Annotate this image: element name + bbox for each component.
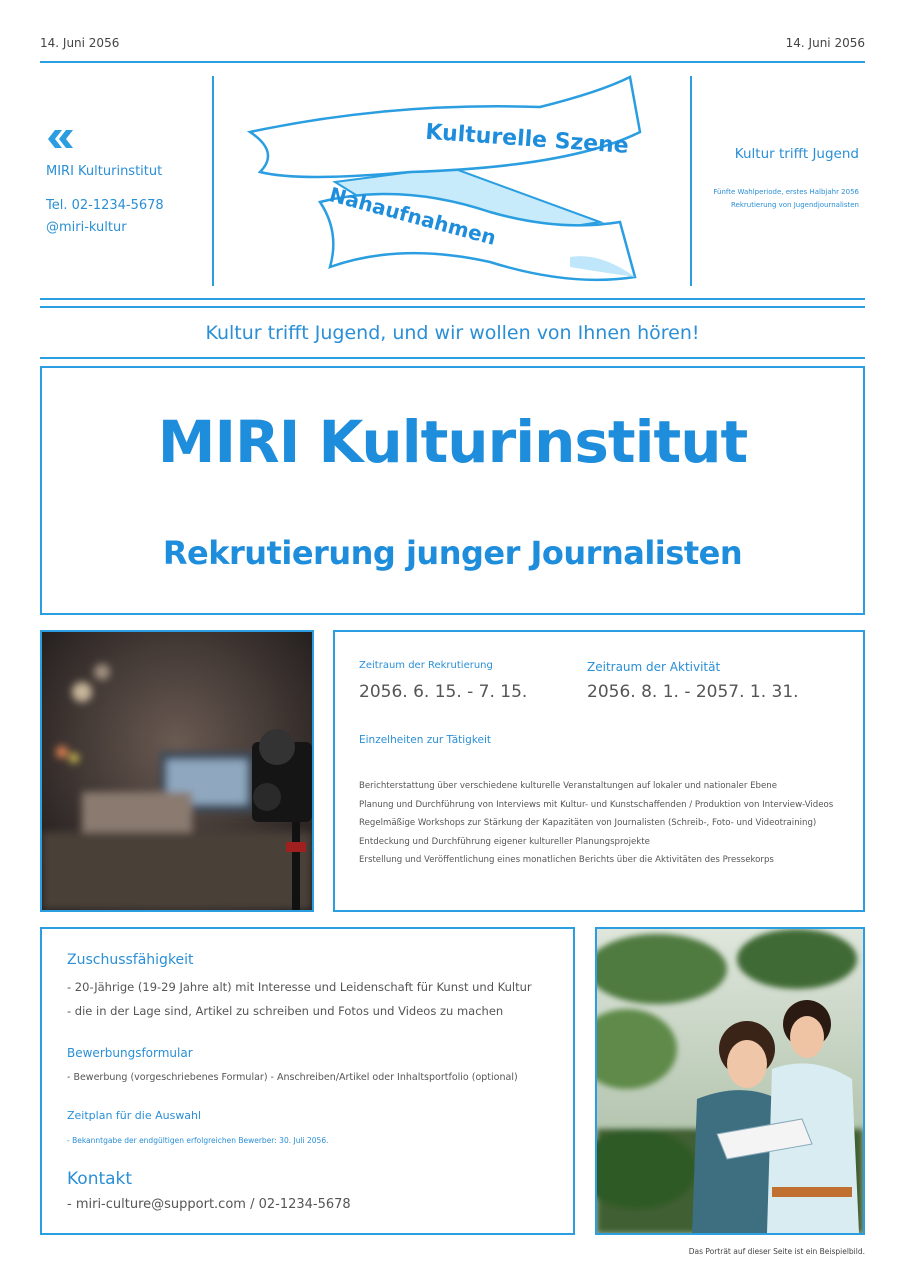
schedule-heading: Zeitplan für die Auswahl bbox=[67, 1109, 202, 1122]
eligibility-line-2: - die in der Lage sind, Artikel zu schreiben und Fotos und Videos zu machen bbox=[67, 1004, 504, 1018]
header-divider-left bbox=[212, 76, 214, 286]
right-subtitle-2: Rekrutierung von Jugendjournalisten bbox=[730, 201, 859, 209]
contact-heading: Kontakt bbox=[67, 1169, 133, 1189]
recruit-value: 2056. 6. 15. - 7. 15. bbox=[359, 682, 528, 702]
right-title: Kultur trifft Jugend bbox=[734, 146, 859, 162]
activity-label: Zeitraum der Aktivität bbox=[587, 660, 721, 674]
tasks-label: Einzelheiten zur Tätigkeit bbox=[359, 734, 492, 746]
eligibility-line-1: - 20-Jährige (19-29 Jahre alt) mit Interesse und Leidenschaft für Kunst und Kultur bbox=[67, 980, 532, 994]
schedule-line: - Bekanntgabe der endgültigen erfolgreichen Bewerber: 30. Juli 2056. bbox=[67, 1136, 329, 1145]
logo-icon bbox=[46, 126, 76, 152]
eligibility-box bbox=[40, 927, 575, 1235]
camera-photo bbox=[40, 630, 314, 912]
banner-line1: Kulturelle Szene bbox=[424, 119, 630, 159]
tasks-list bbox=[359, 777, 859, 870]
hero-title: MIRI Kulturinstitut bbox=[157, 408, 748, 476]
ribbon-banner bbox=[240, 72, 660, 292]
details-box bbox=[333, 630, 865, 912]
org-phone: Tel. 02-1234-5678 bbox=[46, 198, 164, 213]
task-item: Planung und Durchführung von Interviews mit Kultur- und Kunstschaffenden / Produktion von Interview-Videos bbox=[359, 799, 834, 810]
hero-box bbox=[40, 366, 865, 615]
top-divider bbox=[40, 61, 865, 63]
header-bottom-divider-1 bbox=[40, 298, 865, 300]
right-subtitle-1: Fünfte Wahlperiode, erstes Halbjahr 2056 bbox=[713, 188, 859, 196]
tagline-divider bbox=[40, 357, 865, 359]
tagline: Kultur trifft Jugend, und wir wollen von Ihnen hören! bbox=[205, 322, 700, 344]
form-line: - Bewerbung (vorgeschriebenes Formular) - Anschreiben/Artikel oder Inhaltsportfolio (optional) bbox=[67, 1072, 518, 1083]
activity-value: 2056. 8. 1. - 2057. 1. 31. bbox=[587, 682, 799, 702]
students-photo bbox=[595, 927, 865, 1235]
header-bottom-divider-2 bbox=[40, 306, 865, 308]
task-item: Entdeckung und Durchführung eigener kultureller Planungsprojekte bbox=[359, 836, 650, 847]
org-name: MIRI Kulturinstitut bbox=[46, 164, 163, 179]
banner-line2: Nahaufnahmen bbox=[326, 182, 499, 250]
date-left: 14. Juni 2056 bbox=[40, 36, 120, 50]
footer-note: Das Porträt auf dieser Seite ist ein Beispielbild. bbox=[688, 1247, 865, 1256]
org-handle: @miri-kultur bbox=[46, 220, 127, 235]
eligibility-heading: Zuschussfähigkeit bbox=[67, 952, 194, 968]
task-item: Berichterstattung über verschiedene kulturelle Veranstaltungen auf lokaler und nationaler Ebene bbox=[359, 781, 778, 791]
header-divider-right bbox=[690, 76, 692, 286]
recruit-label: Zeitraum der Rekrutierung bbox=[359, 660, 493, 671]
contact-line: - miri-culture@support.com / 02-1234-5678 bbox=[67, 1197, 351, 1212]
form-heading: Bewerbungsformular bbox=[67, 1046, 193, 1060]
hero-subtitle: Rekrutierung junger Journalisten bbox=[162, 534, 743, 572]
task-item: Regelmäßige Workshops zur Stärkung der Kapazitäten von Journalisten (Schreib-, Foto- und Videotraining) bbox=[359, 818, 817, 828]
date-right: 14. Juni 2056 bbox=[785, 36, 865, 50]
task-item: Erstellung und Veröffentlichung eines monatlichen Berichts über die Aktivitäten des Pressekorps bbox=[359, 855, 774, 865]
